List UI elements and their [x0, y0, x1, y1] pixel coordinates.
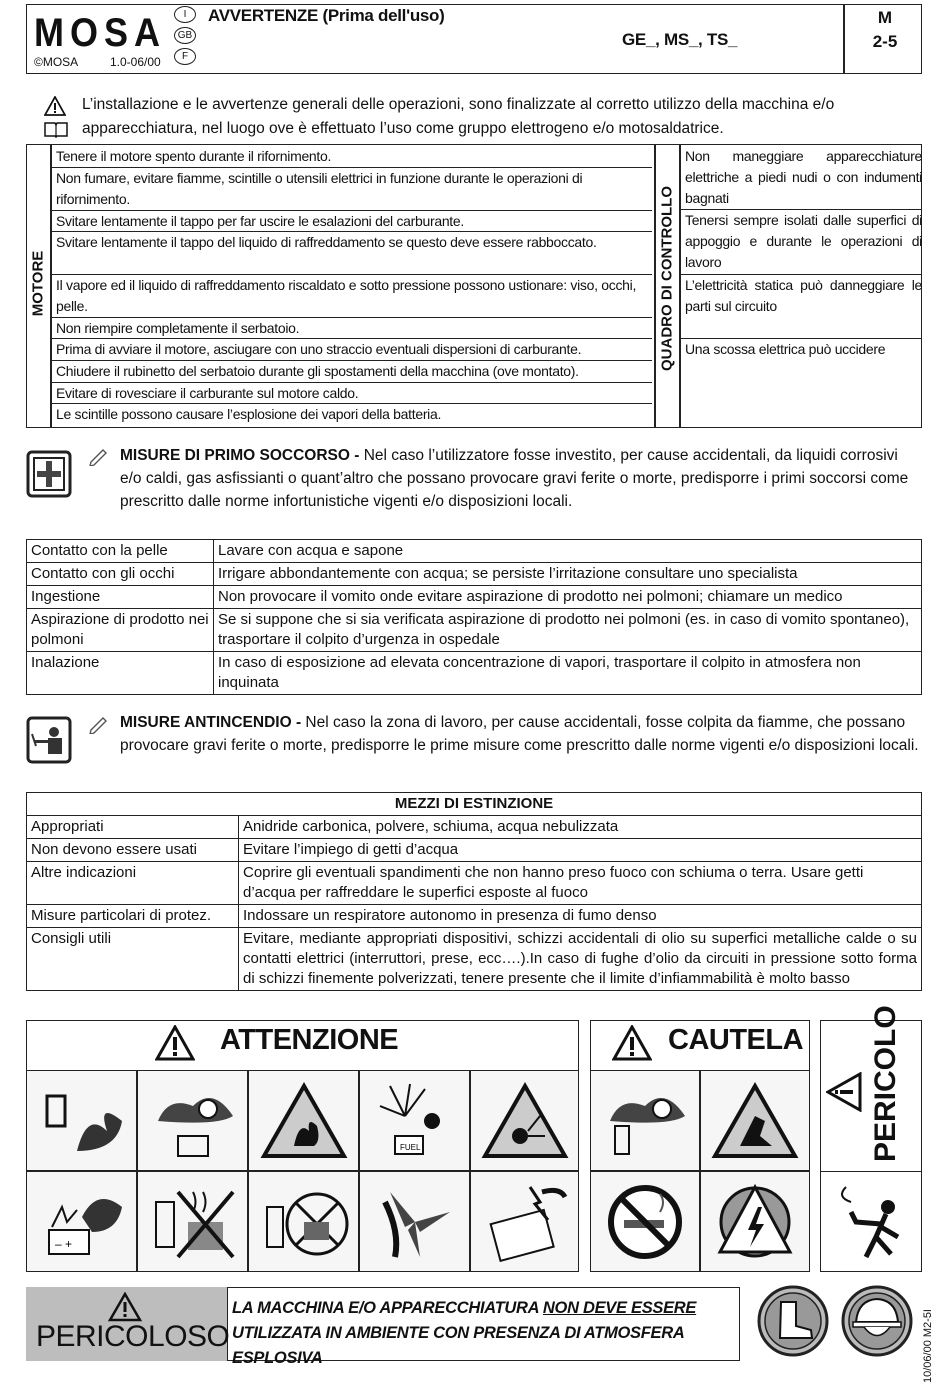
battery-label: – +	[54, 1236, 72, 1251]
doc-code: 10/06/00 M2-5I	[922, 1309, 934, 1383]
motore-row: Chiudere il rubinetto del serbatoio durante gli spostamenti della macchina (ove montato).	[52, 361, 652, 383]
table-row	[27, 652, 922, 695]
row-key: Non devono essere usati	[27, 839, 239, 862]
table-row	[27, 540, 922, 563]
pencil-icon	[88, 446, 110, 466]
safety-helmet-icon	[840, 1284, 914, 1358]
motore-label: MOTORE	[29, 250, 47, 317]
table-row	[27, 928, 922, 991]
first-aid-body: Nel caso l’utilizzatore fosse investito, per cause accidentali, da liquidi corrosivi e/o caldi, gas asfissianti o quant’altro che possano provocare gravi ferite o morte, predisporre i primi soccorsi come prescritto dalle norme infortunistiche vigenti e/o disposizioni locali.	[120, 447, 909, 510]
first-aid-icon	[26, 450, 72, 498]
table-row	[27, 862, 922, 905]
divider	[654, 144, 656, 428]
quadro-row: Tenersi sempre isolati dalle superfici di appoggio e durante le operazioni di lavoro	[680, 210, 922, 275]
smoke-hazard-icon	[137, 1070, 248, 1171]
row-value: Se si suppone che si sia verificata aspirazione di prodotto nei polmoni (es. in caso di vomito spontaneo), trasportare il colpito d’urgenza in ospedale	[214, 609, 922, 652]
table-row	[27, 839, 922, 862]
fuel-fire-icon	[26, 1070, 137, 1171]
fire-body: Nel caso la zona di lavoro, per cause accidentali, fosse colpita da fiamme, che possano provocare gravi ferite o morte, predisporre le prime misure come prescritto dalle norme vigenti e/o disposizioni locali.	[120, 714, 919, 754]
quadro-row: Non maneggiare apparecchiature elettriche a piedi nudi o con indumenti bagnati	[680, 146, 922, 210]
rotating-fan-icon	[359, 1171, 470, 1272]
first-aid-table	[26, 539, 922, 695]
version: 1.0-06/00	[110, 55, 161, 69]
electrocution-icon	[820, 1171, 922, 1272]
warning-icon	[44, 96, 66, 116]
table-row	[27, 609, 922, 652]
manual-book-icon	[43, 120, 69, 138]
quadro-label: QUADRO DI CONTROLLO	[658, 186, 676, 371]
row-key: Inalazione	[27, 652, 214, 695]
no-enclosed-space-icon	[137, 1171, 248, 1272]
row-value: Irrigare abbondantemente con acqua; se persiste l’irritazione consultare uno specialista	[214, 563, 922, 586]
quadro-row: L’elettricità statica può danneggiare le parti sul circuito	[680, 275, 922, 339]
brand-logo: MOSA	[34, 9, 166, 55]
table-row	[27, 905, 922, 928]
row-value: Indossare un respiratore autonomo in presenza di fumo denso	[239, 905, 922, 928]
lang-i: I	[174, 6, 196, 23]
motore-row: Il vapore ed il liquido di raffreddamento riscaldato e sotto pressione possono ustionare: viso, occhi, pelle.	[52, 275, 652, 318]
no-exhaust-icon	[248, 1171, 359, 1272]
fuel-label: FUEL	[399, 1142, 420, 1152]
page-title: AVVERTENZE (Prima dell'uso)	[208, 6, 445, 25]
attenzione-title: ATTENZIONE	[220, 1024, 399, 1056]
fire-text	[120, 711, 920, 757]
row-key: Ingestione	[27, 586, 214, 609]
intro-text: L’installazione e le avvertenze generali delle operazioni, sono finalizzate al corretto utilizzo della macchina e/o apparecchiatura, nel luogo ove è effettuato l’uso come gruppo elettrogeno e/o motosaldatrice.	[82, 96, 835, 137]
row-value: Anidride carbonica, polvere, schiuma, acqua nebulizzata	[239, 816, 922, 839]
warning-part-1: LA MACCHINA E/O APPARECCHIATURA	[232, 1299, 543, 1317]
extinguish-title: MEZZI DI ESTINZIONE	[27, 793, 922, 816]
motore-row: Svitare lentamente il tappo per far uscire le esalazioni del carburante.	[52, 211, 652, 232]
language-list	[174, 6, 196, 69]
models: GE_, MS_, TS_	[622, 30, 738, 49]
table-row	[27, 816, 922, 839]
warning-underlined: NON DEVE ESSERE	[542, 1299, 697, 1317]
electric-shock-circuit-icon	[470, 1171, 579, 1272]
copyright: ©MOSA	[34, 55, 79, 69]
lang-gb: GB	[174, 27, 196, 44]
warning-part-2: UTILIZZATA IN AMBIENTE CON PRESENZA DI ATMOSFERA ESPLOSIVA	[232, 1324, 684, 1367]
warning-icon	[612, 1025, 652, 1061]
motore-row: Le scintille possono causare l’esplosione dei vapori della batteria.	[56, 406, 442, 422]
motore-row: Non riempire completamente il serbatoio.	[52, 318, 652, 339]
lang-f: F	[174, 48, 196, 65]
explosive-icon	[470, 1070, 579, 1171]
pericoloso-title: PERICOLOSO	[36, 1320, 230, 1353]
pericolo-title: PERICOLO	[869, 1005, 902, 1162]
explosive-atmosphere-warning	[232, 1296, 737, 1371]
fire-heading: MISURE ANTINCENDIO -	[120, 714, 302, 731]
motore-row: Prima di avviare il motore, asciugare con uno straccio eventuali dispersioni di carburante.	[52, 339, 652, 361]
flammable-icon	[248, 1070, 359, 1171]
section-ref	[848, 6, 922, 54]
row-key: Contatto con la pelle	[27, 540, 214, 563]
page-ref: 2-5	[872, 32, 898, 51]
first-aid-heading: MISURE DI PRIMO SOCCORSO -	[120, 447, 360, 464]
explosion-icon	[359, 1070, 470, 1171]
row-key: Altre indicazioni	[27, 862, 239, 905]
row-key: Aspirazione di prodotto nei polmoni	[27, 609, 214, 652]
motore-row: Non fumare, evitare fiamme, scintille o utensili elettrici in funzione durante le operazioni di rifornimento.	[52, 168, 652, 211]
motore-row: Svitare lentamente il tappo del liquido di raffreddamento se questo deve essere rabboccato.	[52, 232, 652, 275]
warning-icon	[826, 1072, 862, 1112]
toxic-fumes-icon	[590, 1070, 700, 1171]
row-value: Coprire gli eventuali spandimenti che non hanno preso fuoco con schiuma o terra. Usare getti d’acqua per raffreddare le superfici esposte al fuoco	[239, 862, 922, 905]
row-value: Non provocare il vomito onde evitare aspirazione di prodotto nei polmoni; chiamare un medico	[214, 586, 922, 609]
row-value: In caso di esposizione ad elevata concentrazione di vapori, trasportare il colpito in atmosfera non inquinata	[214, 652, 922, 695]
extinguish-table	[26, 792, 922, 991]
row-key: Consigli utili	[27, 928, 239, 991]
header-divider	[843, 4, 845, 74]
row-key: Contatto con gli occhi	[27, 563, 214, 586]
row-value: Evitare, mediante appropriati dispositivi, schizzi accidentali di olio su superfici metalliche calde o su contatti elettrici (interruttori, prese, ecc….).In caso di fughe d’olio da circuiti in pressione sotto forma di schizzi finemente polverizzati, tenere presente che il limite d’infiammabilità è molto basso	[239, 928, 922, 991]
quadro-row: Una scossa elettrica può uccidere	[685, 341, 886, 357]
row-value: Evitare l’impiego di getti d’acqua	[239, 839, 922, 862]
section-code: M	[877, 8, 893, 27]
table-row	[27, 563, 922, 586]
pencil-icon	[88, 714, 110, 734]
warning-icon	[108, 1292, 142, 1322]
cautela-title: CAUTELA	[668, 1024, 804, 1056]
motore-row: Evitare di rovesciare il carburante sul motore caldo.	[52, 383, 652, 404]
battery-explosion-icon	[26, 1171, 137, 1272]
safety-boots-icon	[756, 1284, 830, 1358]
warning-icon	[155, 1025, 195, 1061]
hot-surface-icon	[700, 1070, 810, 1171]
row-key: Appropriati	[27, 816, 239, 839]
high-voltage-icon	[700, 1171, 810, 1272]
table-row	[27, 586, 922, 609]
motore-row: Tenere il motore spento durante il rifornimento.	[52, 146, 652, 168]
row-value: Lavare con acqua e sapone	[214, 540, 922, 563]
no-smoking-icon	[590, 1171, 700, 1272]
first-aid-text	[120, 444, 920, 513]
firefighter-icon	[26, 716, 72, 764]
row-key: Misure particolari di protez.	[27, 905, 239, 928]
